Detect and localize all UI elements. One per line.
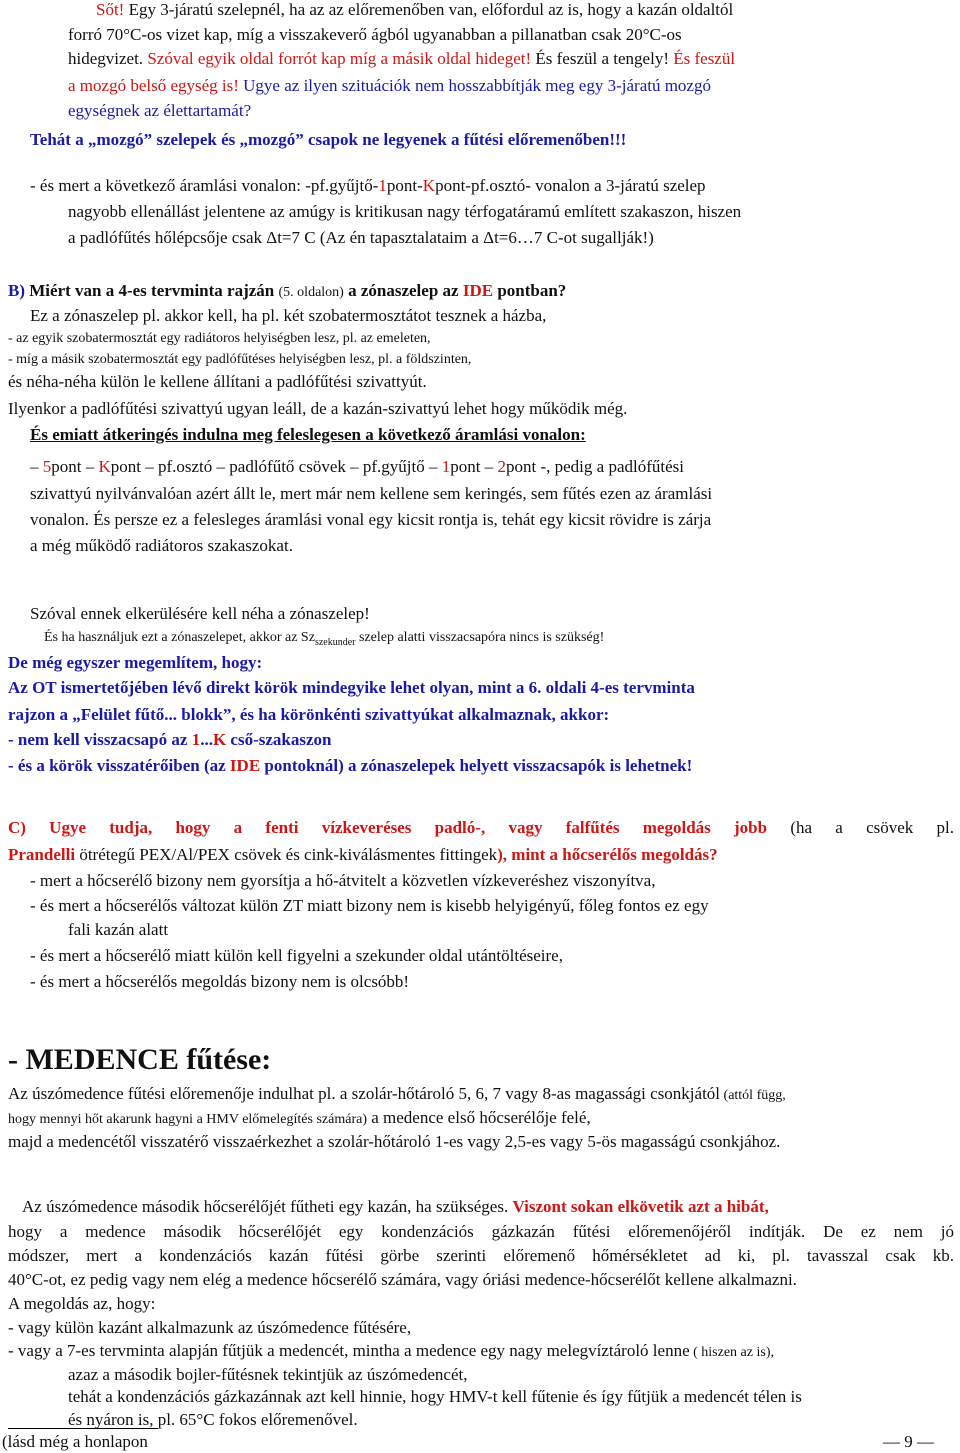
text-line: egységnek az élettartamát? — [68, 101, 252, 120]
text-line: - és mert a hőcserélős megoldás bizony nem is olcsóbb! — [30, 972, 410, 991]
text-line: - és mert a hőcserélős változat külön ZT miatt bizony nem is kisebb helyigényű, főleg fontos ez egy — [30, 896, 709, 915]
text-line: Ez a zónaszelep pl. akkor kell, ha pl. két szobatermosztátot tesznek a házba, — [30, 306, 547, 325]
text-line: - az egyik szobatermosztát egy radiátoros helyiségben lesz, pl. az emeleten, — [8, 331, 431, 346]
text-line: - vagy külön kazánt alkalmazunk az úszómedence fűtésére, — [8, 1318, 412, 1337]
text-line: - és mert a következő áramlási vonalon: -pf.gyűjtő-1pont-Kpont-pf.osztó- vonalon a 3-járatú szelep — [30, 176, 706, 195]
text-line: és nyáron is, pl. 65°C fokos előremenővel. — [68, 1410, 358, 1429]
text-line: hidegvizet. Szóval egyik oldal forrót kap míg a másik oldal hideget! És feszül a tengely! És feszül — [68, 49, 736, 68]
text-line: tehát a kondenzációs gázkazánnak azt kell hinnie, hogy HMV-t kell fűtenie és így fűtjük a medencét télen is — [68, 1387, 802, 1406]
text-line: Sőt! Egy 3-járatú szelepnél, ha az az előremenőben van, előfordul az is, hogy a kazán oldaltól — [96, 0, 734, 19]
text-line: - és a körök visszatérőiben (az IDE pontoknál) a zónaszelepek helyett visszacsapók is lehetnek! — [8, 756, 693, 775]
text-line: módszer, mert a kondenzációs kazán fűtési görbe szerinti előremenő hőmérsékletet ad ki, pl. tavasszal csak kb. — [8, 1246, 954, 1265]
text-line: hogy mennyi hőt akarunk hagyni a HMV előmelegítés számára) a medence első hőcserélője felé, — [8, 1108, 591, 1127]
text-line: a még működő radiátoros szakaszokat. — [30, 536, 293, 555]
conclusion-line: Tehát a „mozgó” szelepek és „mozgó” csapok ne legyenek a fűtési előremenőben!!! — [30, 130, 627, 149]
text-line: a padlófűtés hőlépcsője csak Δt=7 C (Az én tapasztalataim a Δt=6…7 C-ot sugallják!) — [68, 228, 654, 247]
text-line: Prandelli ötrétegű PEX/Al/PEX csövek és cink-kiválásmentes fittingek), mint a hőcserélős megoldás? — [8, 845, 718, 864]
text-line: és néha-néha külön le kellene állítani a padlófűtési szivattyút. — [8, 372, 427, 391]
footer-note: (lásd még a honlapon — [2, 1432, 148, 1451]
text-line: vonalon. És persze ez a felesleges áramlási vonal egy kicsit rontja is, tehát egy kicsit rövidre is zárja — [30, 510, 712, 529]
text-line: És emiatt átkeringés indulna meg feleslegesen a következő áramlási vonalon: — [30, 425, 586, 444]
text-line: - mert a hőcserélő bizony nem gyorsítja a hő-átvitelt a közvetlen vízkeveréshez viszonyítva, — [30, 871, 656, 890]
text-line: azaz a második bojler-fűtésnek tekintjük az úszómedencét, — [68, 1365, 468, 1384]
text-line: De még egyszer megemlítem, hogy: — [8, 653, 263, 672]
text-line: forró 70°C-os vizet kap, míg a visszakeverő ágból ugyanabban a pillanatban csak 20°C-os — [68, 25, 682, 44]
text-line: nagyobb ellenállást jelentene az amúgy is kritikusan nagy térfogatáramú említett szakaszon, hiszen — [68, 202, 742, 221]
text-line: - vagy a 7-es tervminta alapján fűtjük a medencét, mintha a medence egy nagy melegvíztároló lenne ( hiszen az is), — [8, 1341, 774, 1360]
text-line: Szóval ennek elkerülésére kell néha a zónaszelep! — [30, 604, 370, 623]
text-line: - és mert a hőcserélő miatt külön kell figyelni a szekunder oldal utántöltéseire, — [30, 946, 563, 965]
section-b-heading: B) Miért van a 4-es tervminta rajzán (5. oldalon) a zónaszelep az IDE pontban? — [8, 281, 567, 300]
flow-line: – 5pont – Kpont – pf.osztó – padlófűtő csövek – pf.gyűjtő – 1pont – 2pont -, pedig a padlófűtési — [30, 457, 684, 476]
text-line: a mozgó belső egység is! Ugye az ilyen szituációk nem hosszabbítják meg egy 3-járatú mozgó — [68, 76, 711, 95]
text-line: fali kazán alatt — [68, 920, 169, 939]
text-line: 40°C-ot, ez pedig vagy nem elég a medence hőcserélő számára, vagy óriási medence-hőcserélőt kellene alkalmazni. — [8, 1270, 797, 1289]
text-line: És ha használjuk ezt a zónaszelepet, akkor az $Sz_{szekunder}$ szelep alatti visszacsapóra nincs is szükség! — [44, 630, 605, 648]
emphasis: Sőt! — [96, 0, 125, 19]
text-line: szivattyú nyilvánvalóan azért állt le, mert már nem kellene sem keringés, sem fűtés ezen az áramlási — [30, 484, 713, 503]
text-line: Ilyenkor a padlófűtési szivattyú ugyan leáll, de a kazán-szivattyú lehet hogy működik még. — [8, 399, 628, 418]
text-line: majd a medencétől visszatérő visszaérkezhet a szolár-hőtároló 1-es vagy 2,5-es vagy 5-ös magasságú csonkjához. — [8, 1132, 781, 1151]
section-c-heading: C) Ugye tudja, hogy a fenti vízkeveréses padló-, vagy falfűtés megoldás jobb (ha a csövek pl. — [8, 818, 954, 837]
text-line: Az OT ismertetőjében lévő direkt körök mindegyike lehet olyan, mint a 6. oldali 4-es tervminta — [8, 678, 695, 697]
footer-rule — [8, 1428, 158, 1429]
text-line: - míg a másik szobatermosztát egy padlófűtéses helyiségben lesz, pl. a földszinten, — [8, 352, 472, 367]
text-line: - nem kell visszacsapó az 1...K cső-szakaszon — [8, 730, 332, 749]
text-line: hogy a medence második hőcserélőjét egy kondenzációs gázkazán fűtési előremenőjéről indítják. De ez nem jó — [8, 1222, 954, 1241]
page-number: — 9 — — [883, 1432, 934, 1451]
medence-heading: - MEDENCE fűtése: — [8, 1043, 272, 1076]
text-line: Az úszómedence fűtési előremenője indulhat pl. a szolár-hőtároló 5, 6, 7 vagy 8-as magassági csonkjától (attól függ, — [8, 1084, 786, 1103]
text-line: A megoldás az, hogy: — [8, 1294, 156, 1313]
text-line: rajzon a „Felület fűtő... blokk”, és ha körönkénti szivattyúkat alkalmaznak, akkor: — [8, 705, 610, 724]
text-line: Az úszómedence második hőcserélőjét fűtheti egy kazán, ha szükséges. Viszont sokan elkövetik azt a hibát, — [22, 1197, 769, 1216]
